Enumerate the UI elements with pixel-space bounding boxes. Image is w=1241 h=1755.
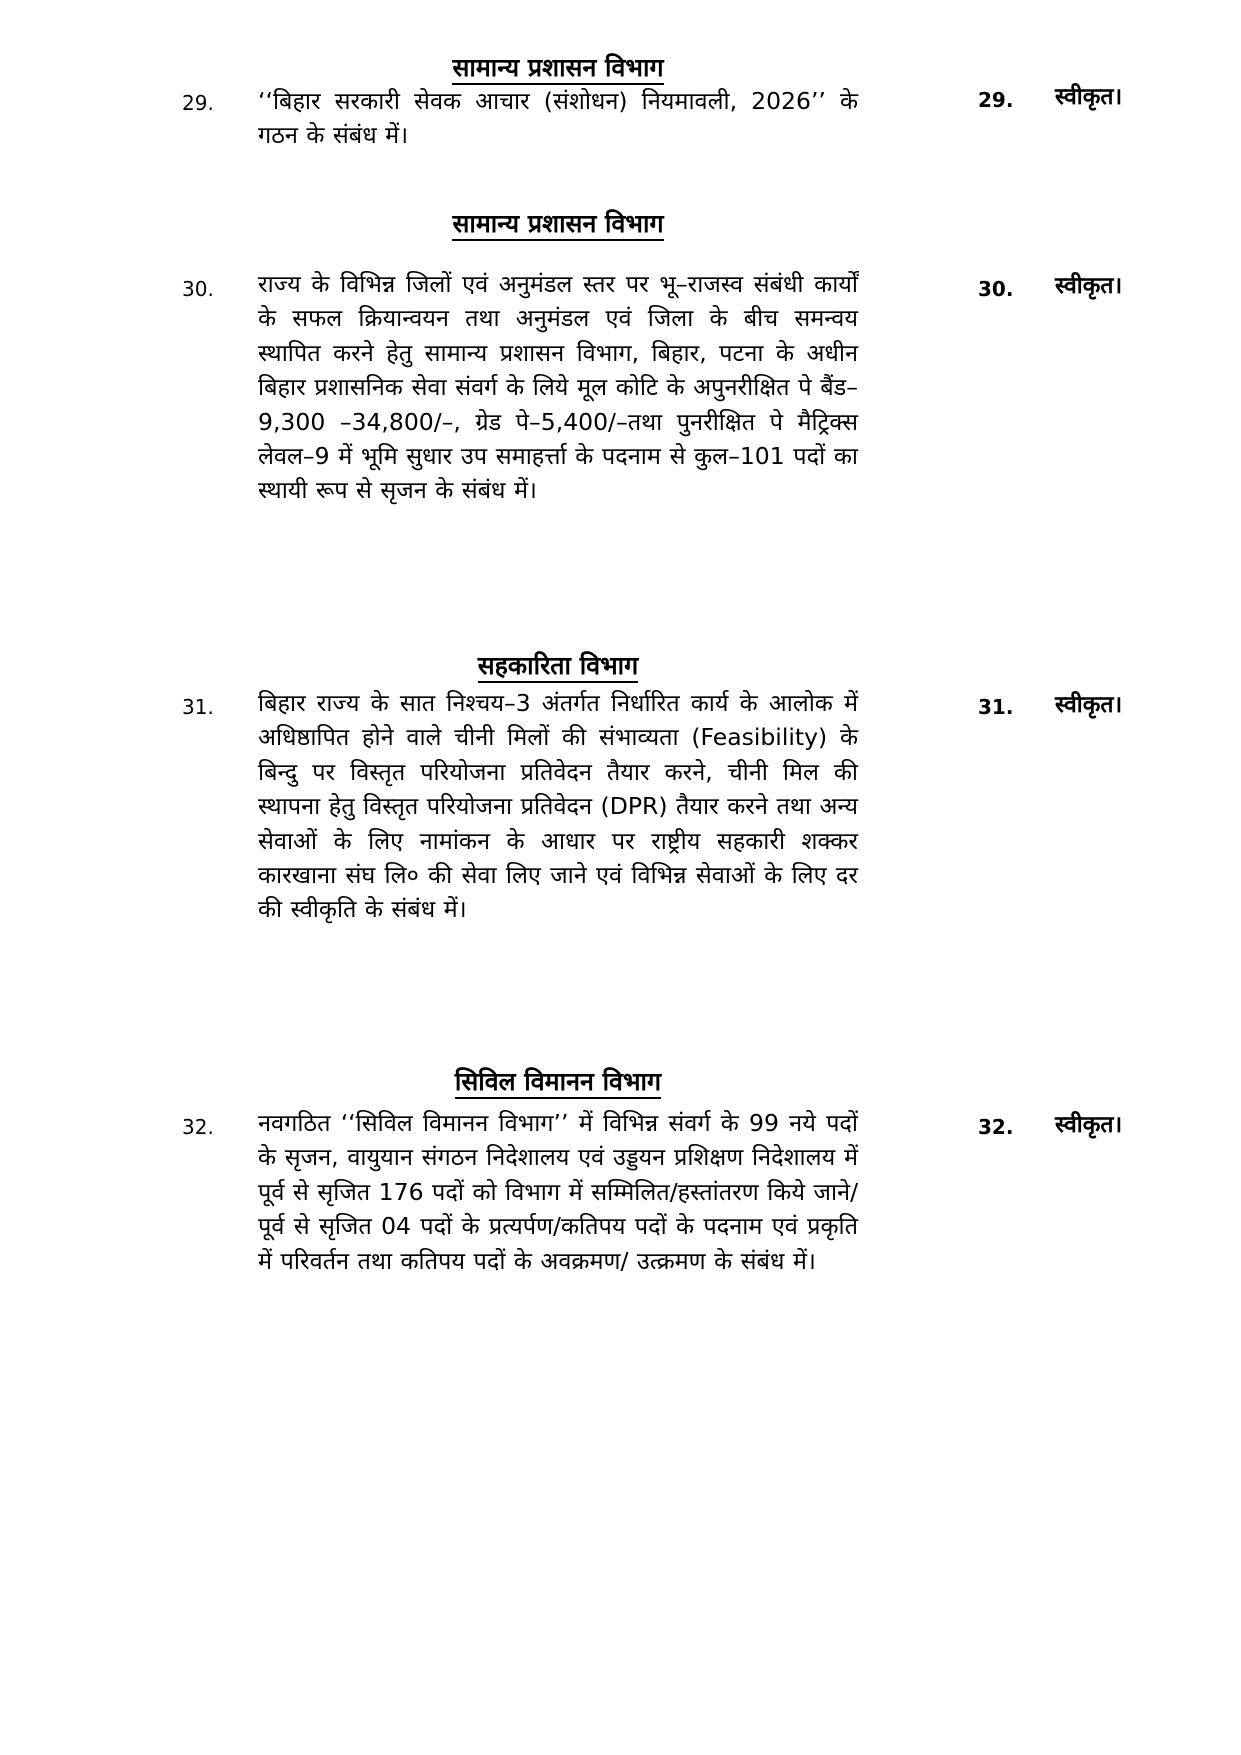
department-heading-text: सहकारिता विभाग bbox=[478, 651, 638, 683]
decision-number: 32. bbox=[978, 1115, 1014, 1139]
department-heading bbox=[258, 208, 858, 240]
item-number: 32. bbox=[182, 1115, 214, 1139]
department-heading bbox=[258, 1066, 858, 1098]
decision-number: 31. bbox=[978, 695, 1014, 719]
item-description: बिहार राज्य के सात निश्चय–3 अंतर्गत निर्धारित कार्य के आलोक में अधिष्ठापित होने वाले चीनी मिलों की संभाव्यता (Feasibility) के बिन्दु पर विस्तृत परियोजना प्रतिवेदन तैयार करने, चीनी मिल की स्थापना हेतु विस्तृत परियोजना प्रतिवेदन (DPR) तैयार करने तथा अन्य सेवाओं के लिए नामांकन के आधार पर राष्ट्रीय सहकारी शक्कर कारखाना संघ लि० की सेवा लिए जाने एवं विभिन्न सेवाओं के लिए दर की स्वीकृति के संबंध में। bbox=[258, 689, 858, 924]
department-heading-text: सामान्य प्रशासन विभाग bbox=[452, 53, 663, 85]
item-description: नवगठित ‘‘सिविल विमानन विभाग’’ में विभिन्न संवर्ग के 99 नये पदों के सृजन, वायुयान संगठन निदेशालय एवं उड्डयन प्रशिक्षण निदेशालय में पूर्व से सृजित 176 पदों को विभाग में सम्मिलित/हस्तांतरण किये जाने/पूर्व से सृजित 04 पदों के प्रत्यर्पण/कतिपय पदों के पदनाम एवं प्रकृति में परिवर्तन तथा कतिपय पदों के अवक्रमण/ उत्क्रमण के संबंध में। bbox=[258, 1109, 858, 1275]
decision-status: स्वीकृत। bbox=[1055, 273, 1123, 299]
decision-number: 30. bbox=[978, 277, 1014, 301]
decision-status: स्वीकृत। bbox=[1055, 1112, 1123, 1138]
item-description: ‘‘बिहार सरकारी सेवक आचार (संशोधन) नियमावली, 2026’’ के गठन के संबंध में। bbox=[258, 87, 858, 150]
department-heading bbox=[258, 650, 858, 682]
department-heading-text: सिविल विमानन विभाग bbox=[455, 1067, 661, 1099]
item-description: राज्य के विभिन्न जिलों एवं अनुमंडल स्तर पर भू–राजस्व संबंधी कार्यों के सफल क्रियान्वयन तथा अनुमंडल एवं जिला के बीच समन्वय स्थापित करने हेतु सामान्य प्रशासन विभाग, बिहार, पटना के अधीन बिहार प्रशासनिक सेवा संवर्ग के लिये मूल कोटि के अपुनरीक्षित पे बैंड–9,300 –34,800/–, ग्रेड पे–5,400/–तथा पुनरीक्षित पे मैट्रिक्स लेवल–9 में भूमि सुधार उप समाहर्त्ता के पदनाम से कुल–101 पदों का स्थायी रूप से सृजन के संबंध में। bbox=[258, 270, 858, 505]
item-number: 31. bbox=[182, 695, 214, 719]
decision-status: स्वीकृत। bbox=[1055, 692, 1123, 718]
item-number: 29. bbox=[182, 91, 214, 115]
department-heading-text: सामान्य प्रशासन विभाग bbox=[452, 209, 663, 241]
decision-number: 29. bbox=[978, 88, 1014, 112]
decision-status: स्वीकृत। bbox=[1055, 84, 1123, 110]
item-number: 30. bbox=[182, 277, 214, 301]
department-heading bbox=[258, 52, 858, 84]
